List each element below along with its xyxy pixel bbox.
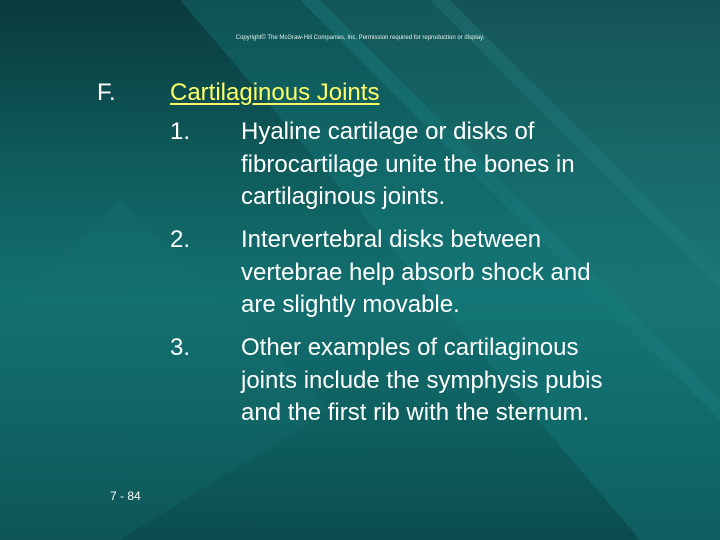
list-item-line: are slightly movable. bbox=[241, 291, 460, 318]
list-item-line: vertebrae help absorb shock and bbox=[241, 258, 591, 286]
list-item-text bbox=[241, 116, 691, 214]
section-letter: F. bbox=[97, 79, 116, 106]
list-item-number: 2. bbox=[170, 226, 191, 253]
list-item-line: joints include the symphysis pubis bbox=[241, 366, 603, 394]
list-item-text bbox=[241, 332, 691, 430]
list-item-line: and the first rib with the sternum. bbox=[241, 399, 590, 426]
list-item-number: 1. bbox=[170, 118, 191, 145]
list-item-line: Intervertebral disks between bbox=[241, 226, 542, 253]
list-item-text bbox=[241, 224, 691, 322]
list-item-line: Hyaline cartilage or disks of bbox=[241, 118, 535, 145]
list-item-number: 3. bbox=[170, 334, 191, 361]
section-title: Cartilaginous Joints bbox=[170, 79, 380, 106]
page-number: 7 - 84 bbox=[110, 489, 141, 503]
list-item-line: Other examples of cartilaginous bbox=[241, 334, 579, 361]
copyright-notice: Copyright© The McGraw-Hill Companies, Inc. Permission required for reproduction or display. bbox=[235, 35, 485, 41]
list-item-line: cartilaginous joints. bbox=[241, 183, 446, 210]
list-item-line: fibrocartilage unite the bones in bbox=[241, 150, 575, 178]
